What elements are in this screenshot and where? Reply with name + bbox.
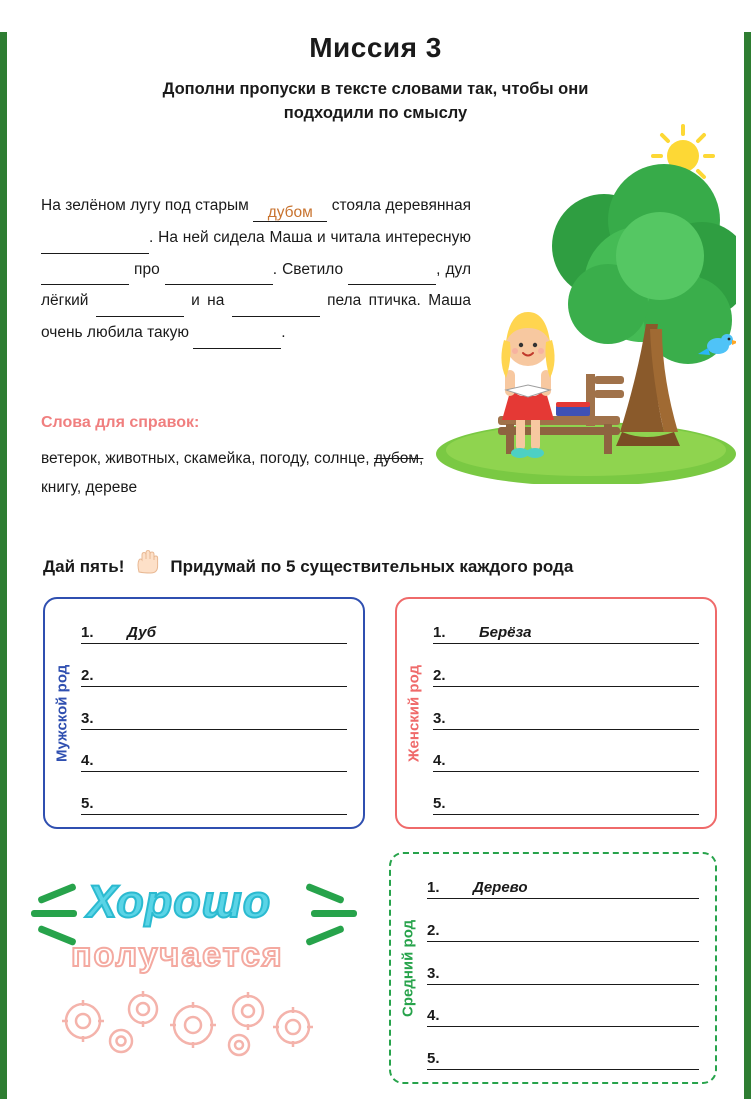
item-number: 3.: [433, 709, 446, 727]
reference-words-list: [41, 444, 441, 503]
book-icon: [556, 402, 590, 416]
item-value: [449, 1067, 473, 1069]
gender-box-lines-feminine: [431, 599, 715, 827]
item-value: [455, 769, 479, 771]
item-number: 5.: [433, 795, 446, 812]
item-number: 4.: [427, 1007, 440, 1025]
item-value: Дуб: [127, 624, 157, 641]
item-value: Дерево: [473, 879, 528, 896]
encouragement-main-word: Хорошо: [87, 876, 272, 927]
list-item[interactable]: [81, 613, 347, 644]
reference-word-struck: дубом,: [373, 450, 424, 467]
hand-icon: [132, 550, 162, 584]
reference-word: солнце,: [314, 450, 370, 467]
list-item[interactable]: [81, 656, 347, 687]
item-number: 4.: [81, 752, 94, 770]
encouragement-sub-word: получается: [71, 936, 284, 974]
list-item[interactable]: [427, 911, 699, 942]
item-value: Берёза: [479, 624, 532, 641]
list-item[interactable]: [433, 613, 699, 644]
item-value: [449, 939, 473, 941]
give-five-instruction: Придумай по 5 существительных каждого рода: [170, 557, 574, 576]
item-value: [449, 1024, 473, 1026]
gender-box-lines-neuter: [425, 854, 715, 1082]
item-value: [455, 684, 479, 686]
list-item[interactable]: [427, 868, 699, 899]
item-value: [455, 727, 479, 729]
list-item[interactable]: [81, 741, 347, 772]
blank-5[interactable]: [348, 284, 436, 285]
reference-word: погоду,: [259, 450, 310, 467]
gender-box-masculine: [43, 597, 365, 829]
blank-filled-1[interactable]: дубом: [253, 204, 327, 222]
item-number: 2.: [427, 921, 440, 939]
list-item[interactable]: [433, 699, 699, 730]
item-number: 4.: [433, 752, 446, 770]
list-item[interactable]: [433, 656, 699, 687]
gender-box-label-neuter: Средний род: [399, 919, 417, 1017]
gender-box-label-feminine: Женский род: [405, 664, 423, 762]
reference-words-title: Слова для справок:: [41, 414, 200, 431]
list-item[interactable]: [433, 741, 699, 772]
text-segment: , дул лёгкий: [41, 260, 471, 310]
item-number: 3.: [427, 964, 440, 982]
worksheet-page: [0, 32, 751, 1099]
give-five-label: Дай пять!: [43, 557, 125, 576]
blank-3[interactable]: [41, 284, 129, 285]
item-value: [449, 982, 473, 984]
text-segment: На зелёном лугу под старым: [41, 197, 254, 214]
text-segment: про: [129, 260, 165, 278]
item-number: 2.: [81, 666, 94, 684]
fill-in-the-blanks-text: [41, 190, 471, 349]
text-segment: . Светило: [272, 260, 349, 278]
gears-icon: [43, 983, 343, 1063]
text-segment: пела птичка. Маша очень любила такую: [41, 292, 471, 342]
item-number: 3.: [81, 709, 94, 727]
list-item[interactable]: [81, 699, 347, 730]
item-number: 5.: [427, 1050, 440, 1067]
item-number: 1.: [81, 624, 94, 641]
reference-word: ветерок,: [41, 450, 102, 467]
item-value: [103, 684, 127, 686]
page-subtitle: Дополни пропуски в тексте словами так, чтобы они подходили по смыслу: [162, 80, 589, 122]
gender-box-neuter: [389, 852, 717, 1084]
item-number: 1.: [433, 624, 446, 641]
blank-6[interactable]: [96, 316, 184, 317]
gender-box-lines-masculine: [79, 599, 363, 827]
item-value: [103, 812, 127, 814]
reference-word: книгу,: [41, 479, 82, 497]
blank-7[interactable]: [232, 316, 320, 317]
illustration-girl-reading-under-tree: [436, 124, 736, 484]
list-item[interactable]: [427, 954, 699, 985]
item-value: [103, 727, 127, 729]
reference-word: скамейка,: [183, 450, 256, 467]
reference-word: животных,: [105, 450, 180, 467]
list-item[interactable]: [427, 996, 699, 1027]
blank-8[interactable]: [193, 348, 281, 349]
item-number: 5.: [81, 795, 94, 812]
blank-4[interactable]: [165, 284, 273, 285]
gender-box-feminine: [395, 597, 717, 829]
item-number: 2.: [433, 666, 446, 684]
reference-word: дереве: [85, 479, 138, 497]
list-item[interactable]: [433, 784, 699, 815]
list-item[interactable]: [427, 1039, 699, 1070]
text-segment: и на: [183, 292, 232, 310]
item-value: [455, 812, 479, 814]
blank-2[interactable]: [41, 253, 149, 254]
encouragement-wordart: [29, 858, 359, 1083]
give-five-section: [43, 550, 733, 584]
list-item[interactable]: [81, 784, 347, 815]
text-segment: стояла деревянная: [327, 197, 471, 214]
item-value: [103, 769, 127, 771]
text-segment: .: [281, 324, 286, 342]
gender-box-label-masculine: Мужской род: [53, 664, 71, 762]
item-number: 1.: [427, 879, 440, 896]
text-segment: . На ней сидела Маша и читала интересную: [149, 228, 471, 246]
page-title: Миссия 3: [309, 32, 442, 63]
